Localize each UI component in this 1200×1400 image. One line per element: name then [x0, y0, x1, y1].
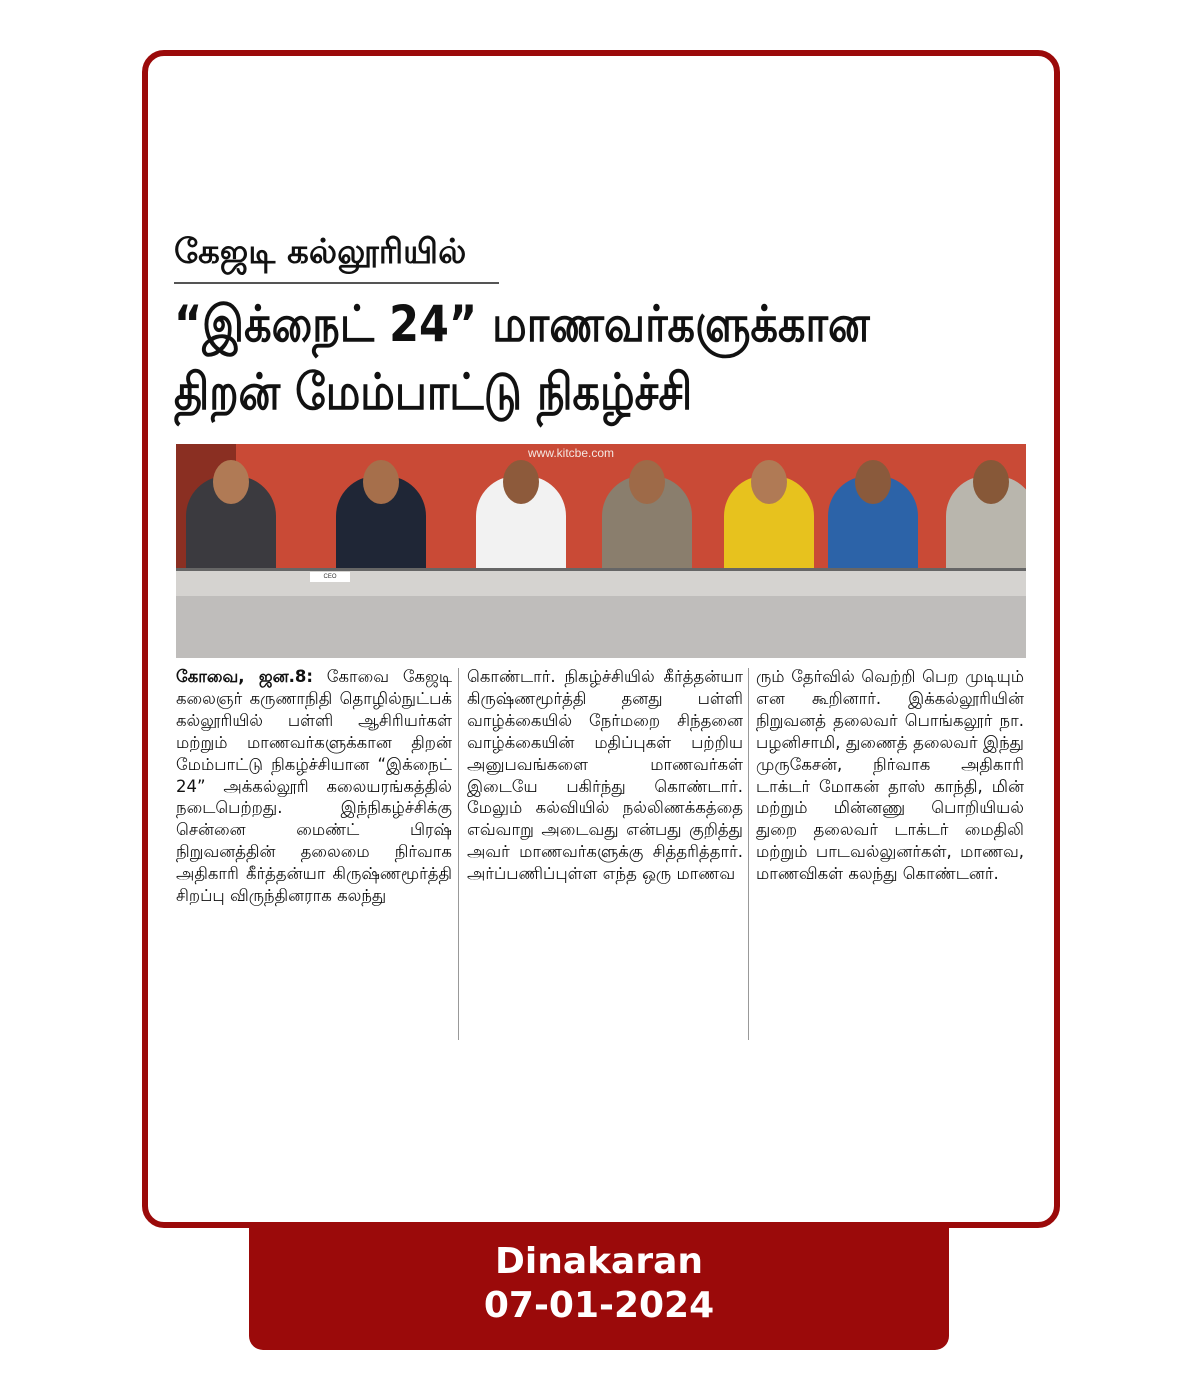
backdrop-url: www.kitcbe.com: [528, 446, 615, 460]
nameplate: CEO: [310, 572, 350, 582]
person-head: [213, 460, 249, 504]
column-1-text: கோவை கேஜடி கலைஞர் கருணாநிதி தொழில்நுட்பக் கல்லூரியில் பள்ளி ஆசிரியர்கள் மற்றும் மாணவர்களுக்கான திறன் மேம்பாட்டு நிகழ்ச்சியான “இக்நைட் 24” அக்கல்லூரி கலையரங்கத்தில் நடைபெற்றது. இந்நிகழ்ச்சிக்கு சென்னை மைண்ட் பிரஷ் நிறுவனத்தின் தலைமை நிர்வாக அதிகாரி கீர்த்தன்யா கிருஷ்ணமூர்த்தி சிறப்பு விருந்தினராக கலந்து: [176, 667, 453, 906]
person-head: [973, 460, 1009, 504]
caption-date: 07-01-2024: [483, 1285, 715, 1326]
person-head: [855, 460, 891, 504]
article-kicker: கேஜடி கல்லூரியில்: [174, 232, 467, 272]
headline-line-2: திறன் மேம்பாட்டு நிகழ்ச்சி: [174, 363, 693, 421]
table-front-panel: [176, 596, 1026, 658]
event-photo: [176, 444, 1026, 658]
person-head: [503, 460, 539, 504]
column-divider: [458, 668, 459, 1040]
person-head: [751, 460, 787, 504]
newspaper-clipping: [160, 218, 1040, 1060]
headline-line-1: “இக்நைட் 24” மாணவர்களுக்கான: [174, 295, 870, 353]
column-divider: [748, 668, 749, 1040]
article-column-1: [176, 666, 452, 907]
caption-source: Dinakaran: [494, 1241, 704, 1282]
person-head: [629, 460, 665, 504]
person-head: [363, 460, 399, 504]
article-column-2: கொண்டார். நிகழ்ச்சியில் கீர்த்தன்யா கிருஷ்ணமூர்த்தி தனது பள்ளி வாழ்க்கையில் நேர்மறை சிந்தனை வாழ்க்கையின் மதிப்புகள் பற்றிய அனுபவங்களை மாணவர்கள் இடையே பகிர்ந்து கொண்டார். மேலும் கல்வியில் நல்லிணக்கத்தை எவ்வாறு அடைவது என்பது குறித்து அவர் மாணவர்களுக்கு சித்தரித்தார். அர்ப்பணிப்புள்ள எந்த ஒரு மாணவ: [467, 667, 743, 884]
dateline: கோவை, ஜன.8:: [176, 667, 313, 686]
kicker-underline: [174, 282, 499, 284]
source-caption: [249, 1222, 949, 1350]
head-table: [176, 568, 1026, 599]
article-column-3: ரும் தேர்வில் வெற்றி பெற முடியும் என கூறினார். இக்கல்லூரியின் நிறுவனத் தலைவர் பொங்கலூர் நா. பழனிசாமி, துணைத் தலைவர் இந்து முருகேசன், நிர்வாக அதிகாரி டாக்டர் மோகன் தாஸ் காந்தி, மின் மற்றும் மின்னணு பொறியியல் துறை தலைவர் டாக்டர் மைதிலி மற்றும் பாடவல்லுனர்கள், மாணவ, மாணவிகள் கலந்து கொண்டனர்.: [756, 667, 1024, 884]
